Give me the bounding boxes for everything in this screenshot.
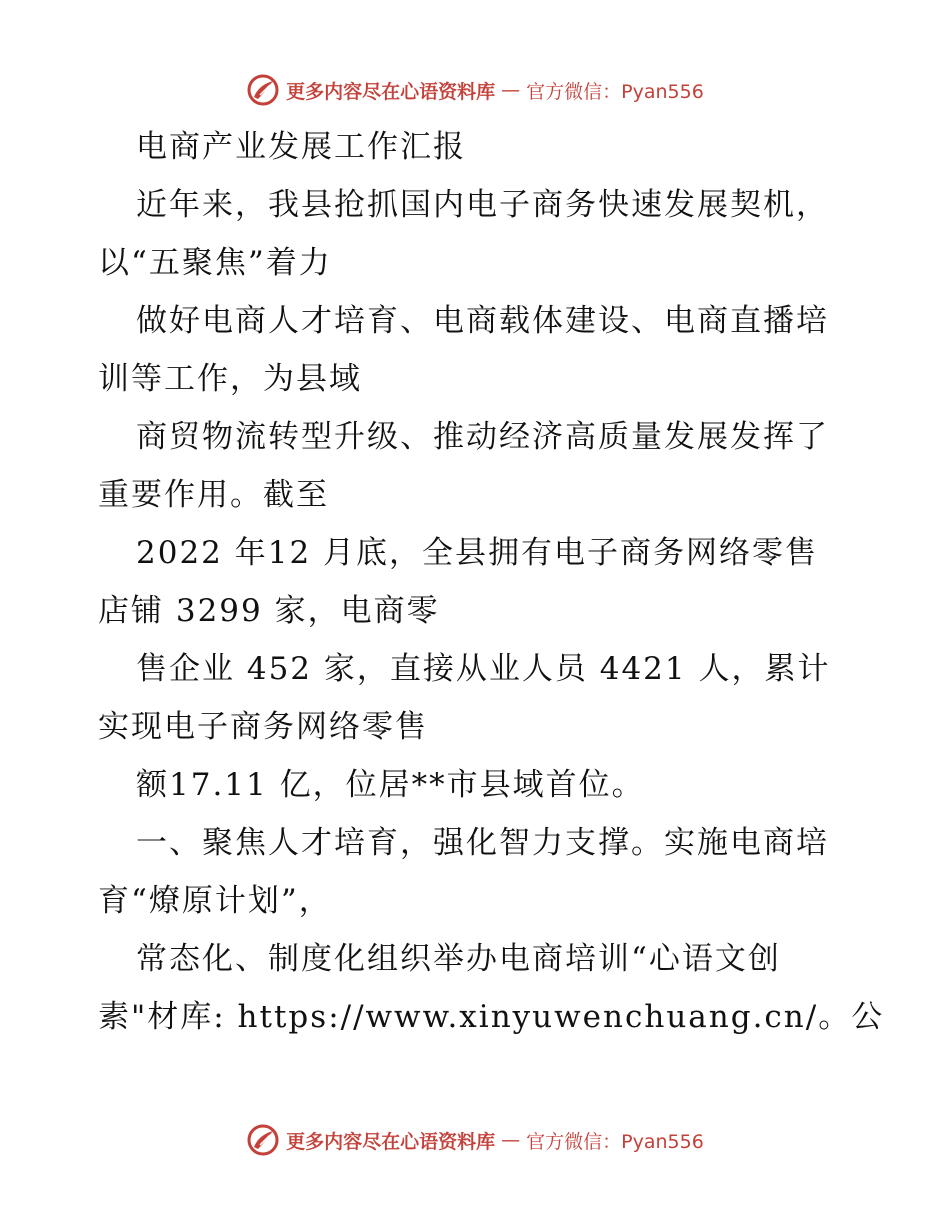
paragraph-line: 实现电子商务网络零售 — [98, 709, 428, 745]
paragraph-line: 2022 年12 月底，全县拥有电子商务网络零售 — [136, 535, 819, 571]
paragraph-line: 店铺 3299 家，电商零 — [98, 593, 440, 629]
paragraph-line: 常态化、制度化组织举办电商培训“心语文创 — [136, 941, 781, 977]
doc-title: 电商产业发展工作汇报 — [136, 129, 466, 165]
brand-text: 更多内容尽在心语资料库 — [286, 80, 496, 103]
brand-dash: — — [501, 1129, 521, 1151]
paragraph-line: 做好电商人才培育、电商载体建设、电商直播培 — [136, 303, 829, 339]
paragraph-line: 额17.11 亿，位居**市县域首位。 — [136, 767, 645, 803]
paragraph-line: 训等工作，为县域 — [98, 361, 362, 397]
brand-watermark — [246, 1123, 704, 1157]
brand-logo-icon — [246, 1123, 280, 1157]
paragraph-line: 售企业 452 家，直接从业人员 4421 人，累计 — [136, 651, 831, 687]
brand-contact: 官方微信：Pyan556 — [526, 1130, 704, 1153]
page-header — [0, 70, 950, 110]
paragraph-line: 育“燎原计划”， — [98, 883, 332, 919]
page-footer — [0, 1120, 950, 1160]
paragraph-line: 一、聚焦人才培育，强化智力支撑。实施电商培 — [136, 825, 829, 861]
brand-dash: — — [501, 79, 521, 101]
paragraph-line: 重要作用。截至 — [98, 477, 329, 513]
paragraph-line: 素"材库: https://www.xinyuwenchuang.cn/。公 — [98, 999, 885, 1035]
paragraph-line: 商贸物流转型升级、推动经济高质量发展发挥了 — [136, 419, 829, 455]
paragraph-line: 近年来，我县抢抓国内电子商务快速发展契机， — [136, 187, 829, 223]
brand-logo-icon — [246, 73, 280, 107]
brand-text: 更多内容尽在心语资料库 — [286, 1130, 496, 1153]
brand-watermark — [246, 73, 704, 107]
document-body — [98, 118, 885, 1046]
brand-contact: 官方微信：Pyan556 — [526, 80, 704, 103]
paragraph-line: 以“五聚焦”着力 — [98, 245, 332, 281]
